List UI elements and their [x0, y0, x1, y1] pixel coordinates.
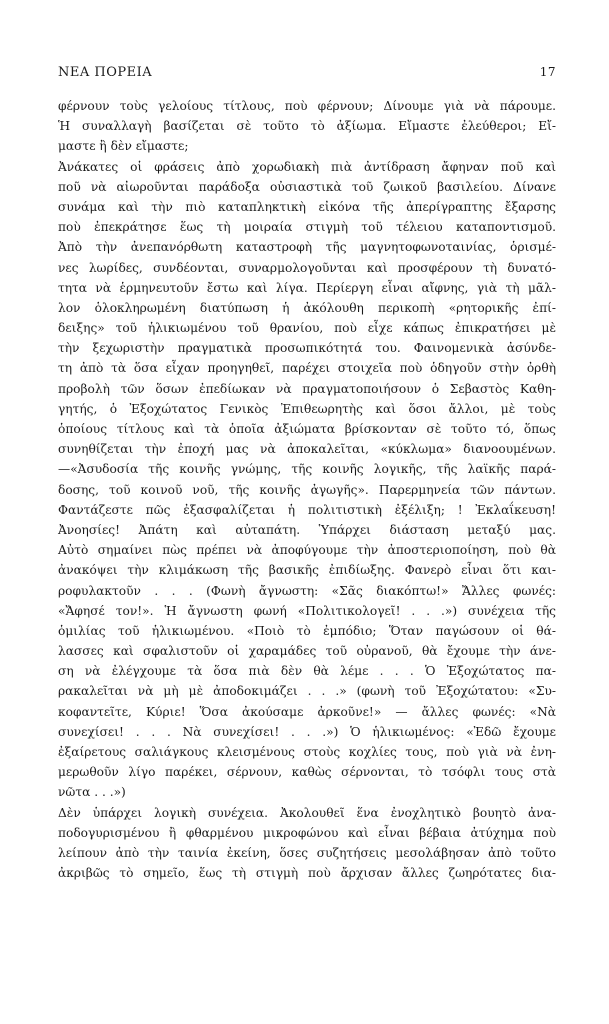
text-line: ὁμιλίας τοῦ ἡλικιωμένου. «Ποιὸ τὸ ἐμπόδιο; Ὅταν παγώσουν οἱ θά- — [58, 623, 556, 638]
text-line: Δὲν ὑπάρχει λογικὴ συνέχεια. Ἀκολουθεῖ ἕνα ἐνοχλητικὸ βουητὸ ἀνα- — [58, 805, 556, 820]
text-line: λασσες καὶ σφαλιστοῦν οἱ χαραμάδες τοῦ οὐρανοῦ, θὰ ἔχουμε τὴν άνε- — [58, 644, 556, 659]
text-line: ρακαλεῖται νὰ μὴ μὲ ἀποδοκιμάζει . . .» (φωνὴ τοῦ Ἐξοχώτατου: «Συ- — [58, 684, 556, 699]
text-line: συνάμα καὶ τὴν πιὸ καταπληκτικὴ εἰκόνα τῆς ἀπερίγραπτης ἔξαρσης — [58, 199, 556, 214]
text-line: νες λωρίδες, συνδέονται, συναρμολογοῦνται καὶ προσφέρουν τὴ δυνατό- — [58, 260, 556, 275]
text-line: κοφαντεῖτε, Κύριε! Ὅσα ἀκούσαμε ἀρκοῦνε!» — ἄλλες φωνές: «Νὰ — [58, 704, 556, 719]
text-line: συνηθίζεται τὴν ἐποχή μας νὰ ἀποκαλεῖται, «κύκλωμα» διανοουμένων. — [58, 442, 556, 457]
text-line: ἀκριβῶς τὸ σημεῖο, ἕως τὴ στιγμὴ ποὺ ἄρχισαν ἄλλες ζωηρότατες δια- — [58, 866, 556, 881]
text-line: λον ὁλοκληρωμένη διατύπωση ἡ ἀκόλουθη περικοπὴ «ρητορικῆς ἐπί- — [58, 300, 556, 315]
text-line: μαστε ἢ δὲν εἴμαστε; — [58, 139, 189, 154]
text-line: ροφυλακτοῦν . . . (Φωνὴ ἄγνωστη: «Σᾶς διακόπτω!» Ἄλλες φωνές: — [58, 583, 556, 598]
text-line: Ἡ συναλλαγὴ βασίζεται σὲ τοῦτο τὸ ἀξίωμα. Εἴμαστε ἐλεύθεροι; Εἴ- — [58, 119, 556, 134]
text-line: ὁποίους τίτλους καὶ τὰ ὁποῖα ἀξιώματα βρίσκονταν σὲ τοῦτο τό, ὅπως — [58, 422, 556, 436]
text-line: ποῦ νὰ αἰωροῦνται παράδοξα οὐσιαστικὰ τοῦ ζωικοῦ βασιλείου. Δίνανε — [58, 179, 556, 194]
text-line: συνεχίσει! . . . Νὰ συνεχίσει! . . .») Ὁ ἡλικιωμένος: «Ἐδῶ ἔχουμε — [58, 724, 556, 739]
text-line: «Ἄφησέ τον!». Ἡ ἄγνωστη φωνή «Πολιτικολογεῖ! . . .») συνέχεια τῆς — [58, 603, 556, 618]
text-line: μερωθοῦν λίγο παρέκει, σέρνουν, καθὼς σέρνονται, τὸ τσόφλι τους στὰ — [58, 765, 556, 780]
body-text — [58, 96, 556, 883]
text-line: δοσης, τοῦ κοινοῦ νοῦ, τῆς κοινῆς ἀγωγῆς». Παρερμηνεία τῶν πάντων. — [58, 482, 556, 497]
text-line: —«Ἀσυδοσία τῆς κοινῆς γνώμης, τῆς κοινῆς λογικῆς, τῆς λαϊκῆς παρά- — [58, 462, 556, 477]
text-line: τη ἀπὸ τὰ ὅσα εἶχαν προηγηθεῖ, παρέχει στοιχεῖα ποὺ ὁδηγοῦν στὴν ὀρθὴ — [58, 361, 556, 376]
text-line: ση νὰ ἐλέγχουμε τὰ ὅσα πιὰ δὲν θὰ λέμε . . . Ὁ Ἐξοχώτατος πα- — [58, 664, 556, 679]
text-line: τητα νὰ ἑρμηνευτοῦν ἔστω καὶ λίγα. Περίεργη εἶναι αἴφνης, γιὰ τὴ μᾶλ- — [58, 280, 556, 295]
text-line: προβολὴ τῶν ὅσων ἐπεδίωκαν νὰ πραγματοποιήσουν ὁ Σεβαστὸς Καθη- — [58, 381, 556, 396]
text-line: ποὺ ἐπεκράτησε ἕως τὴ μοιραία στιγμὴ τοῦ τέλειου καταποντισμοῦ. — [58, 220, 556, 235]
text-line: Αὐτὸ σημαίνει πὼς πρέπει νὰ ἀποφύγουμε τὴν ἀποστεριοποίηση, ποὺ θὰ — [58, 543, 556, 558]
text-line: ἐξαίρετους σαλιάγκους κλεισμένους στοὺς κοχλίες τους, ποὺ γιὰ νὰ ἐνη- — [58, 745, 556, 759]
text-line: ποδογυρισμένου ἢ φθαρμένου μικροφώνου καὶ εἶναι βέβαια ἀτύχημα ποὺ — [58, 825, 556, 840]
text-line: Ἀνάκατες οἱ φράσεις ἀπὸ χορωδιακὴ πιὰ ἀντίδραση ἄφηναν ποῦ καὶ — [58, 159, 556, 174]
text-line: Ἀνοησίες! Ἀπάτη καὶ αὐταπάτη. Ὑπάρχει διάσταση μεταξύ μας. — [58, 522, 556, 537]
running-head — [58, 65, 556, 83]
text-line: δειξης» τοῦ ἡλικιωμένου τοῦ θρανίου, ποὺ εἶχε κάπως ἐπικρατήσει μὲ — [58, 321, 556, 336]
text-line: τὴν ξεχωριστὴν πραγματικὰ προσωπικότητά του. Φαινομενικὰ ἀσύνδε- — [58, 341, 556, 356]
text-line: νῶτα . . .») — [58, 785, 126, 800]
journal-title: ΝΕΑ ΠΟΡΕΙΑ — [58, 65, 153, 80]
text-line: γητής, ὁ Ἐξοχώτατος Γενικὸς Ἐπιθεωρητὴς καὶ ὅσοι ἄλλοι, μὲ τοὺς — [58, 401, 556, 416]
text-line: φέρνουν τοὺς γελοίους τίτλους, ποὺ φέρνουν; Δίνουμε γιὰ νὰ πάρουμε. — [58, 99, 556, 113]
text-line: Ἀπὸ τὴν ἀνεπανόρθωτη καταστροφὴ τῆς μαγνητοφωνοταινίας, ὁρισμέ- — [58, 240, 556, 255]
text-line: λείπουν ἀπὸ τὴν ταινία ἐκείνη, ὅσες συζητήσεις μεσολάβησαν ἀπὸ τοῦτο — [58, 845, 556, 860]
text-line: ἀνακόψει τὴν κλιμάκωση τῆς βασικῆς ἐπιδίωξης. Φανερὸ εἶναι ὅτι και- — [58, 563, 556, 578]
page-number: 17 — [539, 65, 556, 79]
text-line: Φαντάζεστε πῶς ἐξασφαλίζεται ἡ πολιτιστικὴ ἐξέλιξη; ! Ἐκλαΐκευση! — [58, 502, 556, 517]
